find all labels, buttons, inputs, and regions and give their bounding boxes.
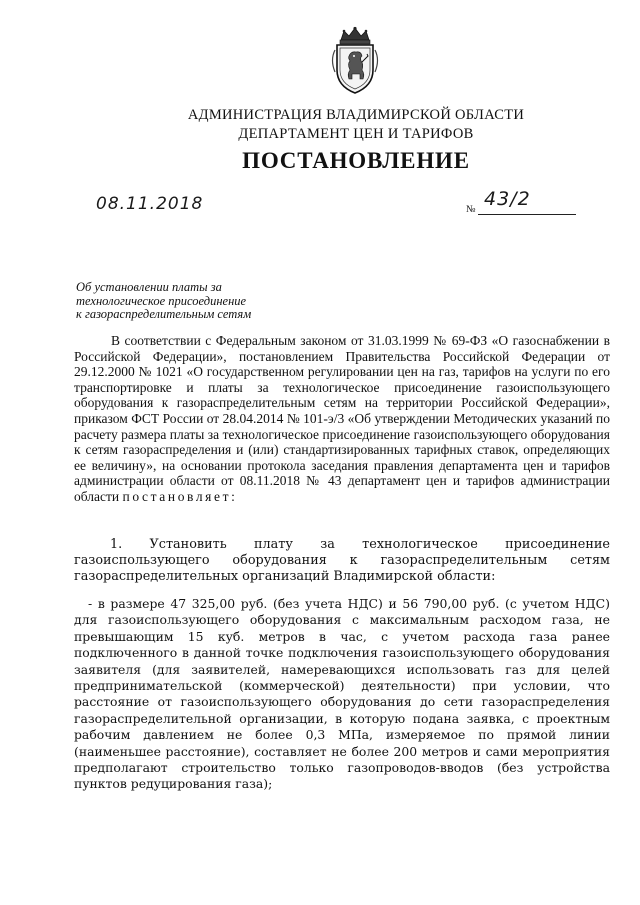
header-administration: АДМИНИСТРАЦИЯ ВЛАДИМИРСКОЙ ОБЛАСТИ [187, 107, 525, 123]
clause-1-item-paragraph [74, 596, 610, 793]
number-underline [478, 214, 576, 215]
coat-of-arms-icon [327, 26, 383, 96]
clause-1-paragraph [74, 537, 610, 586]
clause-1-text: 1. Установить плату за технологическое присоединение газоиспользующего оборудования к газораспределительным сетям газораспределительных организаций Владимирской области: [74, 537, 610, 585]
preamble-text: В соответствии с Федеральным законом от 31.03.1999 № 69-ФЗ «О газоснабжении в Российской Федерации», постановлением Правительства Российской Федерации от 29.12.2000 № 1021 «О государственном регулировании цен на газ, тарифов на услуги по его транспортировке и платы за технологическое присоединение газоиспользующего оборудования к газораспределительным сетям на территории Российской Федерации», приказом ФСТ России от 28.04.2014 № 101-э/3 «Об утверждении Методических указаний по расчету размера платы за технологическое присоединение газоиспользующего оборудования к сетям газораспределения и (или) стандартизированных тарифных ставок, определяющих ее величину», на основании протокола заседания правления департамента цен и тарифов администрации области от 08.11.2018 № 43 департамент цен и тарифов администрации области [74, 333, 610, 504]
preamble-paragraph [74, 333, 610, 505]
subject-line-3: к газораспределительным сетям [76, 307, 252, 321]
subject-line-1: Об установлении платы за [76, 280, 222, 294]
resolves-word: постановляет: [122, 488, 238, 504]
number-label: № [466, 204, 476, 215]
document-subject [76, 281, 251, 322]
document-date: 08.11.2018 [96, 194, 204, 214]
document-title: ПОСТАНОВЛЕНИЕ [242, 148, 470, 173]
subject-line-2: технологическое присоединение [76, 293, 247, 308]
clause-1-item-text: - в размере 47 325,00 руб. (без учета НДС) и 56 790,00 руб. (с учетом НДС) для газоиспользующего оборудования с максимальным расходом газа, не превышающим 15 куб. метров в час, с учетом расхода газа ранее подключенного в данной точке подключения газоиспользующего оборудования заявителя (для заявителей, намеревающихся использовать газ для целей предпринимательской (коммерческой) деятельности) при условии, что расстояние от газоиспользующего оборудования до сети газораспределения газораспределительной организации, в которую подана заявка, с проектным рабочим давлением не более 0,3 МПа, измеряемое по прямой линии (наименьшее расстояние), составляет не более 200 метров и сами мероприятия предполагают строительство только газопроводов-вводов (без устройства пунктов редуцирования газа); [74, 596, 610, 792]
document-number: 43/2 [484, 188, 531, 210]
header-department: ДЕПАРТАМЕНТ ЦЕН И ТАРИФОВ [238, 126, 474, 142]
